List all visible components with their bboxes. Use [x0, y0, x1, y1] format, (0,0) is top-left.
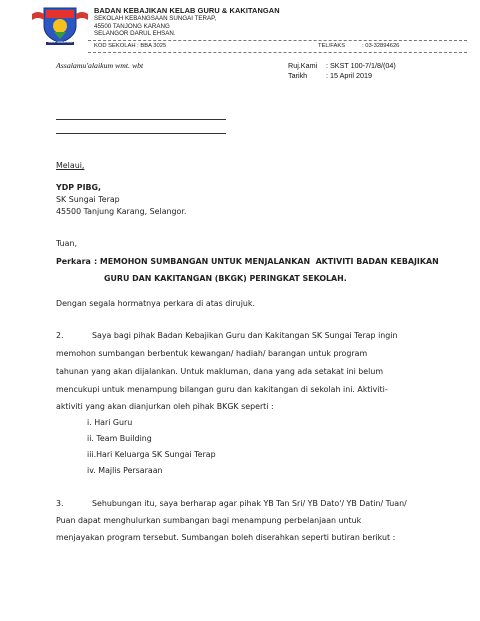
para2-line-1: Saya bagi pihak Badan Kebajikan Guru dan Kakitangan SK Sungai Terap ingin — [92, 331, 398, 340]
date-value: : 15 April 2019 — [326, 71, 372, 80]
recipient-title: YDP PIBG, — [56, 183, 102, 192]
address-line-3: SELANGOR DARUL EHSAN. — [94, 30, 176, 37]
logo-motto: TERAP CEMERLANG — [47, 41, 73, 44]
school-logo — [30, 4, 90, 46]
tel-value: : 03-32894626 — [362, 43, 400, 49]
greeting: Tuan, — [56, 239, 77, 248]
opening-line: Dengan segala hormatnya perkara di atas dirujuk. — [56, 299, 255, 308]
para3-line-2: Puan dapat menghulurkan sumbangan bagi menampung perbelanjaan untuk — [56, 516, 362, 525]
para2-line-3: tahunan yang akan dijalankan. Untuk makluman, dana yang ada setakat ini belum — [56, 367, 384, 376]
para2-number: 2. — [56, 331, 64, 340]
para2-line-5: aktiviti yang akan dianjurkan oleh pihak BKGK seperti : — [56, 402, 274, 411]
para3-line-3: menjayakan program tersebut. Sumbangan boleh diserahkan seperti butiran berikut : — [56, 533, 396, 542]
recipient-line-2: 45500 Tanjung Karang, Selangor. — [56, 207, 187, 216]
ref-value: : SKST 100-7/1/8/(04) — [326, 61, 396, 70]
address-line-1: SEKOLAH KEBANGSAAN SUNGAI TERAP, — [94, 15, 217, 22]
list-item: iv. Majlis Persaraan — [87, 466, 163, 475]
list-item: i. Hari Guru — [87, 418, 133, 427]
org-name: BADAN KEBAJIKAN KELAB GURU & KAKITANGAN — [94, 6, 280, 15]
recipient-line-1: SK Sungai Terap — [56, 195, 120, 204]
blank-line-2 — [56, 133, 226, 134]
school-code: KOD SEKOLAH : BBA 3025 — [94, 43, 167, 49]
list-item: ii. Team Building — [87, 434, 152, 443]
para3-number: 3. — [56, 499, 64, 508]
para2-line-2: memohon sumbangan berbentuk kewangan/ hadiah/ barangan untuk program — [56, 349, 368, 358]
via-line: Melaui, — [56, 161, 85, 170]
ref-label: Ruj.Kami — [288, 61, 318, 70]
para2-line-4: mencukupi untuk menampung bilangan guru dan kakitangan di sekolah ini. Aktiviti- — [56, 385, 388, 394]
subject-line-2: GURU DAN KAKITANGAN (BKGK) PERINGKAT SEKOLAH. — [104, 274, 347, 283]
para3-line-1: Sehubungan itu, saya berharap agar pihak YB Tan Sri/ YB Dato'/ YB Datin/ Tuan/ — [92, 499, 407, 508]
header-rule-bottom — [88, 52, 467, 53]
blank-line-1 — [56, 119, 226, 120]
subject-line-1: : MEMOHON SUMBANGAN UNTUK MENJALANKAN AKTIVITI BADAN KEBAJIKAN — [94, 257, 439, 266]
address-line-2: 45500 TANJONG KARANG — [94, 22, 170, 30]
tel-label: TEL/FAKS — [318, 43, 346, 49]
date-label: Tarikh — [288, 71, 308, 80]
salutation: Assalamu'alaikum wmt. wbt — [56, 61, 144, 70]
header-rule-top — [88, 40, 467, 41]
list-item: iii.Hari Keluarga SK Sungai Terap — [87, 450, 216, 459]
subject-label: Perkara — [56, 257, 91, 266]
